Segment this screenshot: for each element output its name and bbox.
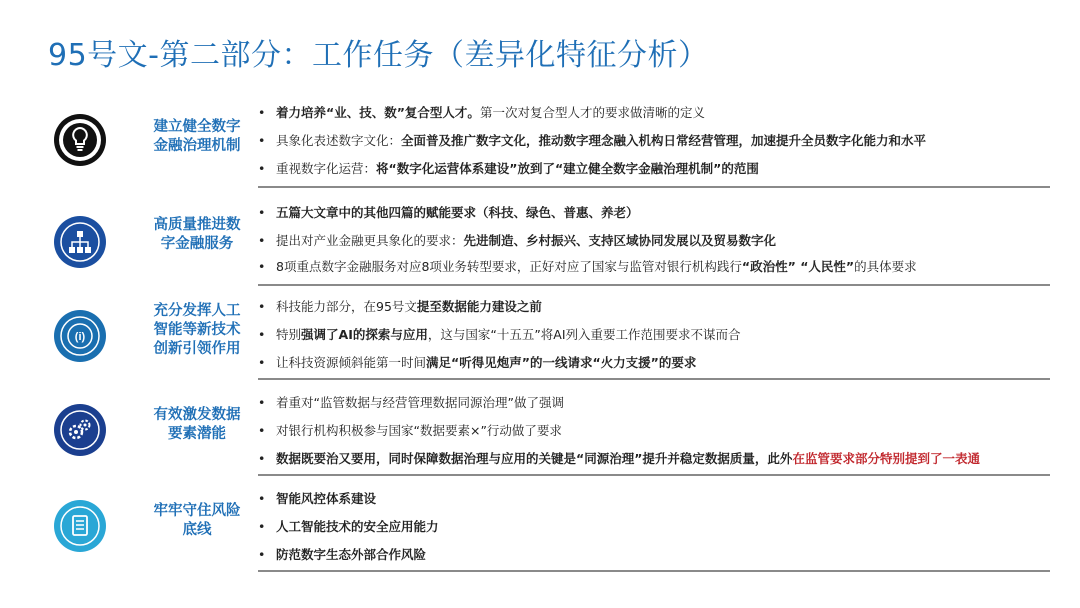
section-heading: 有效激发数据 要素潜能	[153, 407, 241, 442]
divider	[258, 186, 1050, 188]
divider	[258, 378, 1050, 380]
bullet-item: • 着重对“监管数据与经营管理数据同源治理”做了强调	[258, 395, 564, 410]
bullet-item: • 对银行机构积极参与国家“数据要素×”行动做了要求	[258, 423, 562, 438]
bullet-item: • 重视数字化运营：将“数字化运营体系建设”放到了“建立健全数字金融治理机制”的范围	[258, 161, 759, 176]
bullet-item: • 科技能力部分，在95号文提至数据能力建设之前	[258, 299, 542, 314]
section-digital-finance-services	[40, 196, 1050, 280]
section-heading: 建立健全数字 金融治理机制	[153, 119, 241, 154]
bullet-item: • 五篇大文章中的其他四篇的赋能要求（科技、绿色、普惠、养老）	[258, 205, 639, 220]
bullet-item: • 提出对产业金融更具象化的要求：先进制造、乡村振兴、支持区域协同发展以及贸易数字化	[258, 233, 777, 248]
bullet-item: • 8项重点数字金融服务对应8项业务转型要求，正好对应了国家与监管对银行机构践行“政治性” “人民性”的具体要求	[258, 259, 917, 274]
bullet-item: • 防范数字生态外部合作风险	[258, 547, 427, 562]
bullet-item: • 数据既要治又要用，同时保障数据治理与应用的关键是“同源治理”提升并稳定数据质量，此外在监管要求部分特别提到了一表通	[258, 451, 980, 466]
bullet-item: • 着力培养“业、技、数”复合型人才。第一次对复合型人才的要求做清晰的定义	[258, 105, 705, 120]
section-data-elements	[40, 386, 1050, 472]
lightbulb-icon	[54, 114, 106, 166]
section-ai-innovation	[40, 292, 1050, 378]
document-list-icon	[54, 500, 106, 552]
divider	[258, 284, 1050, 286]
section-heading: 充分发挥人工 智能等新技术 创新引领作用	[153, 303, 241, 357]
bullet-item: • 具象化表述数字文化：全面普及推广数字文化，推动数字理念融入机构日常经营管理，加速提升全员数字化能力和水平	[258, 133, 927, 148]
org-chart-icon	[54, 216, 106, 268]
gears-icon	[54, 404, 106, 456]
section-heading: 高质量推进数 字金融服务	[153, 217, 241, 252]
page-title: 95号文-第二部分：工作任务（差异化特征分析）	[48, 38, 709, 73]
bullet-item: • 智能风控体系建设	[258, 491, 377, 506]
bullet-item: • 让科技资源倾斜能第一时间满足“听得见炮声”的一线请求“火力支援”的要求	[258, 355, 697, 370]
divider	[258, 474, 1050, 476]
bullet-item: • 人工智能技术的安全应用能力	[258, 519, 439, 534]
divider	[258, 570, 1050, 572]
svg-text:(i): (i)	[74, 331, 86, 343]
section-risk-bottom-line	[40, 482, 1050, 574]
ai-chip-icon	[54, 310, 106, 362]
section-heading: 牢牢守住风险 底线	[153, 503, 241, 538]
bullet-item: • 特别强调了AI的探索与应用，这与国家“十五五”将AI列入重要工作范围要求不谋而合	[258, 327, 741, 342]
section-digital-governance	[40, 100, 1050, 188]
